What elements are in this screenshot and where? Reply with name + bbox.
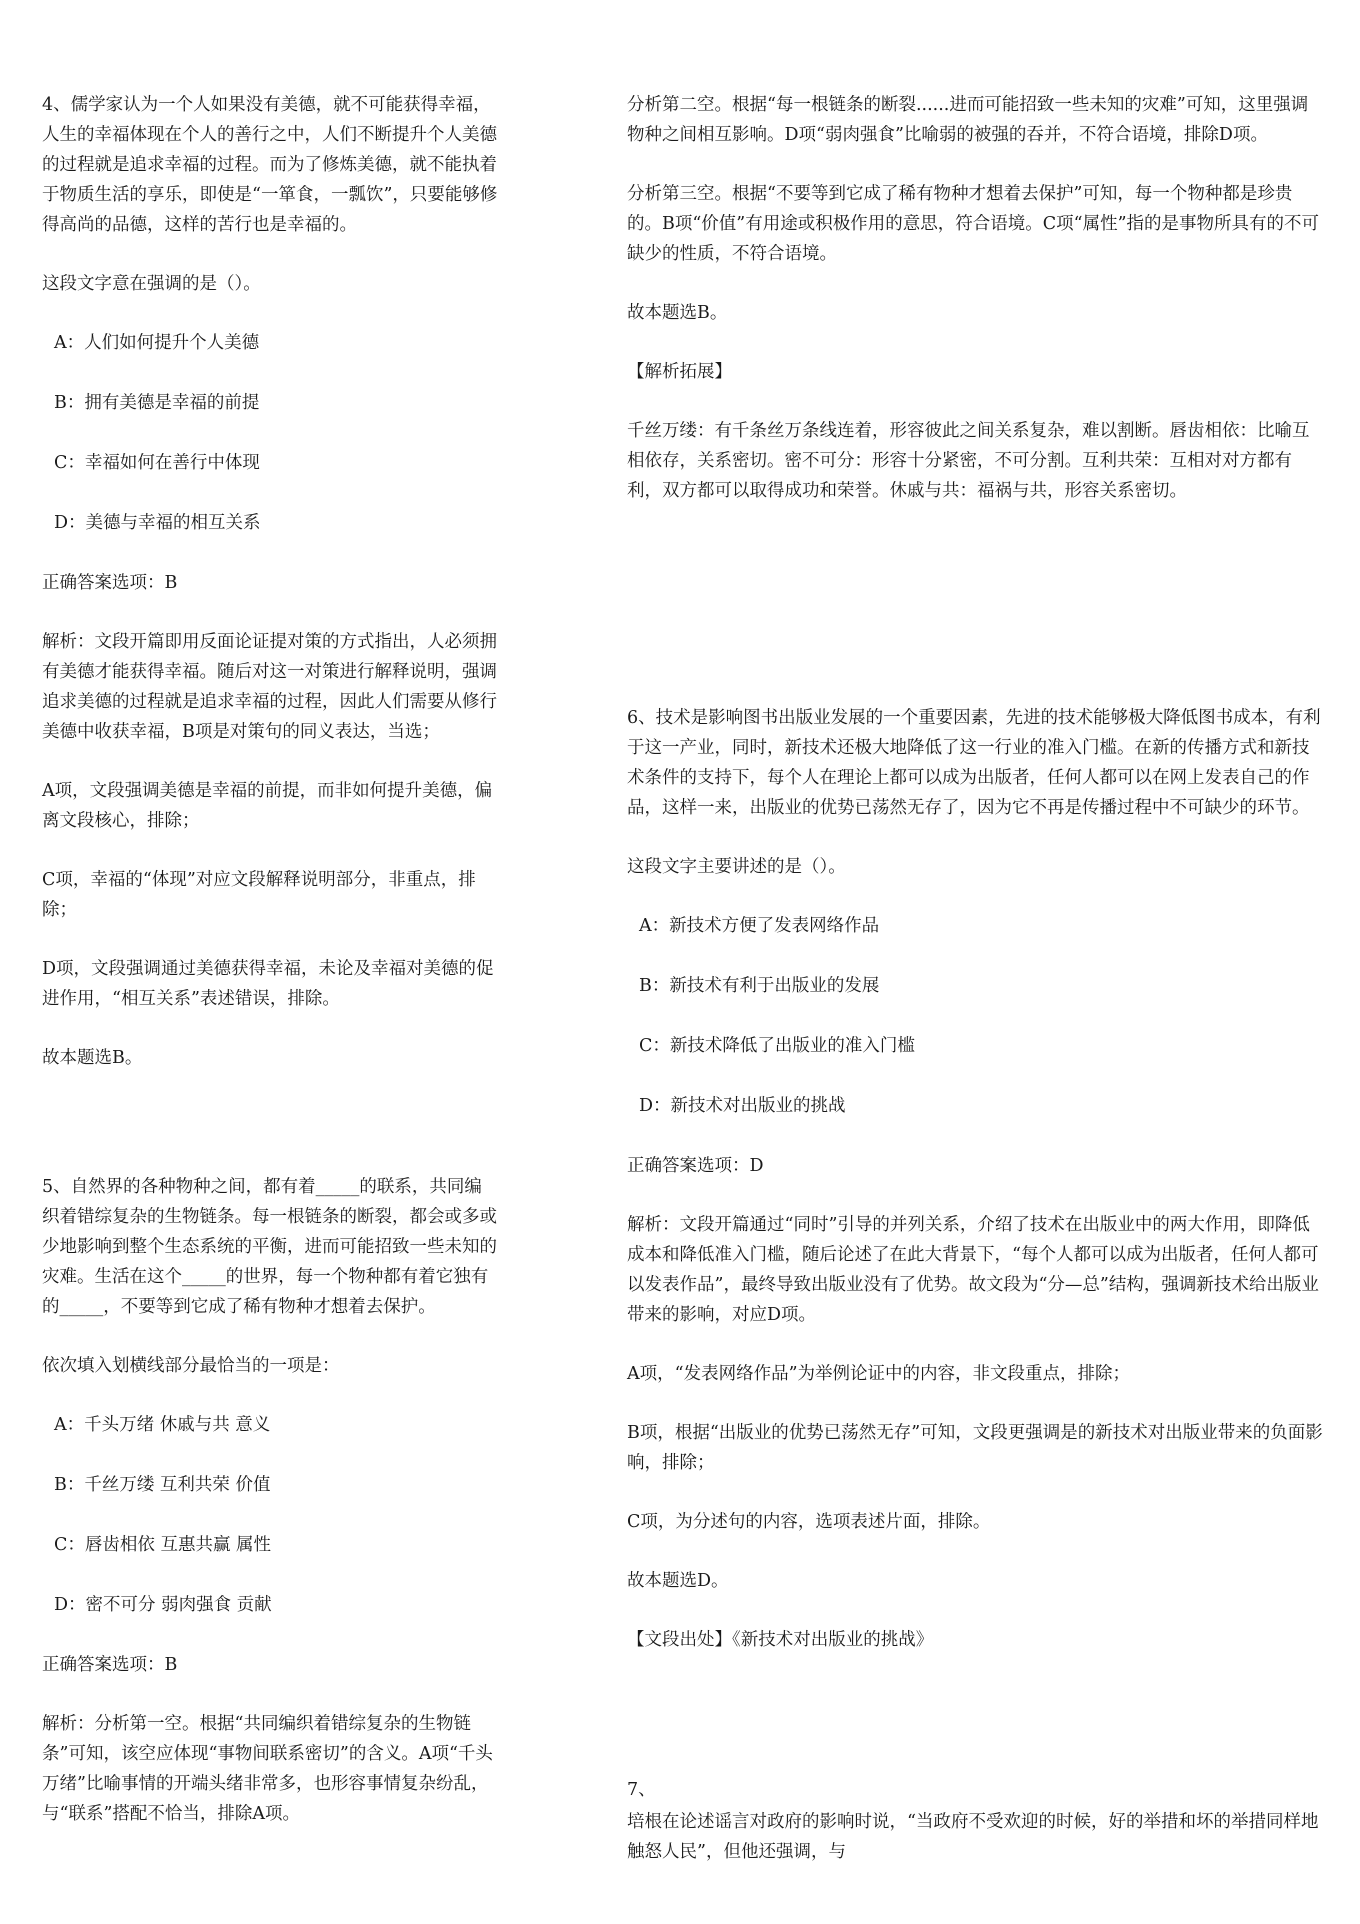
analysis-blank-2: 分析第二空。根据“每一根链条的断裂......进而可能招致一些未知的灾难”可知，这里强调物种之间相互影响。D项“弱肉强食”比喻弱的被强的吞并，不符合语境，排除D项。 <box>627 95 1309 145</box>
option-c: C：幸福如何在善行中体现 <box>54 453 260 473</box>
option-a-note: A项，“发表网络作品”为举例论证中的内容，非文段重点，排除； <box>627 1364 1131 1384</box>
conclusion: 故本题选B。 <box>627 303 728 323</box>
analysis-blank-3: 分析第三空。根据“不要等到它成了稀有物种才想着去保护”可知，每一个物种都是珍贵的。B项“价值”有用途或积极作用的意思，符合语境。C项“属性”指的是事物所具有的不可缺少的性质，不符合语境。 <box>627 184 1320 264</box>
question-prompt: 这段文字意在强调的是（）。 <box>42 274 261 294</box>
question-prompt: 依次填入划横线部分最恰当的一项是： <box>42 1356 340 1376</box>
question-5 <box>42 1172 498 1858</box>
analysis-text: 解析：文段开篇即用反面论证提对策的方式指出，人必须拥有美德才能获得幸福。随后对这一对策进行解释说明，强调追求美德的过程就是追求幸福的过程，因此人们需要从修行美德中收获幸福，B项是对策句的同义表达，当选； <box>42 632 497 742</box>
conclusion: 故本题选D。 <box>627 1571 729 1591</box>
option-b: B：拥有美德是幸福的前提 <box>54 393 260 413</box>
question-prompt: 这段文字主要讲述的是（）。 <box>627 857 846 877</box>
option-c-note: C项，幸福的“体现”对应文段解释说明部分，非重点，排除； <box>42 870 476 920</box>
option-d: D：密不可分 弱肉强食 贡献 <box>54 1595 272 1615</box>
option-d: D：新技术对出版业的挑战 <box>639 1096 846 1116</box>
option-a-note: A项，文段强调美德是幸福的前提，而非如何提升美德，偏离文段核心，排除； <box>42 781 493 831</box>
source-citation: 【文段出处】《新技术对出版业的挑战》 <box>627 1630 934 1650</box>
option-c: C：唇齿相依 互惠共赢 属性 <box>54 1535 272 1555</box>
conclusion: 故本题选B。 <box>42 1048 143 1068</box>
question-stem: 培根在论述谣言对政府的影响时说，“当政府不受欢迎的时候，好的举措和坏的举措同样地触怒人民”，但他还强调，与 <box>627 1812 1319 1862</box>
question-number: 7、 <box>627 1780 656 1800</box>
option-c-note: C项，为分述句的内容，选项表述片面，排除。 <box>627 1512 991 1532</box>
question-stem: 4、儒学家认为一个人如果没有美德，就不可能获得幸福，人生的幸福体现在个人的善行之中，人们不断提升个人美德的过程就是追求幸福的过程。而为了修炼美德，就不能执着于物质生活的享乐，即使是“一箪食，一瓢饮”，只要能够修得高尚的品德，这样的苦行也是幸福的。 <box>42 95 498 235</box>
correct-answer: 正确答案选项：D <box>627 1156 764 1176</box>
question-5-continued <box>627 90 1323 535</box>
extension-text: 千丝万缕：有千条丝万条线连着，形容彼此之间关系复杂，难以割断。唇齿相依：比喻互相依存，关系密切。密不可分：形容十分紧密，不可分割。互利共荣：互相对对方都有利，双方都可以取得成功和荣誉。休戚与共：福祸与共，形容关系密切。 <box>627 421 1310 501</box>
option-a: A：新技术方便了发表网络作品 <box>639 916 880 936</box>
question-4 <box>42 90 498 1102</box>
option-d-note: D项，文段强调通过美德获得幸福，未论及幸福对美德的促进作用，“相互关系”表述错误，排除。 <box>42 959 494 1009</box>
analysis-text: 解析：分析第一空。根据“共同编织着错综复杂的生物链条”可知，该空应体现“事物间联系密切”的含义。A项“千头万绪”比喻事情的开端头绪非常多，也形容事情复杂纷乱，与“联系”搭配不恰当，排除A项。 <box>42 1714 493 1824</box>
option-b: B：千丝万缕 互利共荣 价值 <box>54 1475 271 1495</box>
question-stem: 5、自然界的各种物种之间，都有着_____的联系，共同编织着错综复杂的生物链条。每一根链条的断裂，都会或多或少地影响到整个生态系统的平衡，进而可能招致一些未知的灾难。生活在这个_____的世界，每一个物种都有着它独有的_____，不要等到它成了稀有物种才想着去保护。 <box>42 1177 497 1317</box>
option-a: A：人们如何提升个人美德 <box>54 333 260 353</box>
question-stem: 6、技术是影响图书出版业发展的一个重要因素，先进的技术能够极大降低图书成本，有利于这一产业，同时，新技术还极大地降低了这一行业的准入门槛。在新的传播方式和新技术条件的支持下，每个人在理论上都可以成为出版者，任何人都可以在网上发表自己的作品，这样一来，出版业的优势已荡然无存了，因为它不再是传播过程中不可缺少的环节。 <box>627 708 1321 818</box>
extension-heading: 【解析拓展】 <box>627 362 732 382</box>
option-a: A：千头万绪 休戚与共 意义 <box>54 1415 271 1435</box>
question-7 <box>627 1775 1323 1896</box>
option-b-note: B项，根据“出版业的优势已荡然无存”可知，文段更强调是的新技术对出版业带来的负面影响，排除； <box>627 1423 1323 1473</box>
option-c: C：新技术降低了出版业的准入门槛 <box>639 1036 915 1056</box>
correct-answer: 正确答案选项：B <box>42 1655 178 1675</box>
question-6 <box>627 703 1323 1684</box>
option-b: B：新技术有利于出版业的发展 <box>639 976 880 996</box>
analysis-text: 解析：文段开篇通过“同时”引导的并列关系，介绍了技术在出版业中的两大作用，即降低成本和降低准入门槛，随后论述了在此大背景下，“每个人都可以成为出版者，任何人都可以发表作品”，最终导致出版业没有了优势。故文段为“分—总”结构，强调新技术给出版业带来的影响，对应D项。 <box>627 1215 1319 1325</box>
correct-answer: 正确答案选项：B <box>42 573 178 593</box>
option-d: D：美德与幸福的相互关系 <box>54 513 261 533</box>
